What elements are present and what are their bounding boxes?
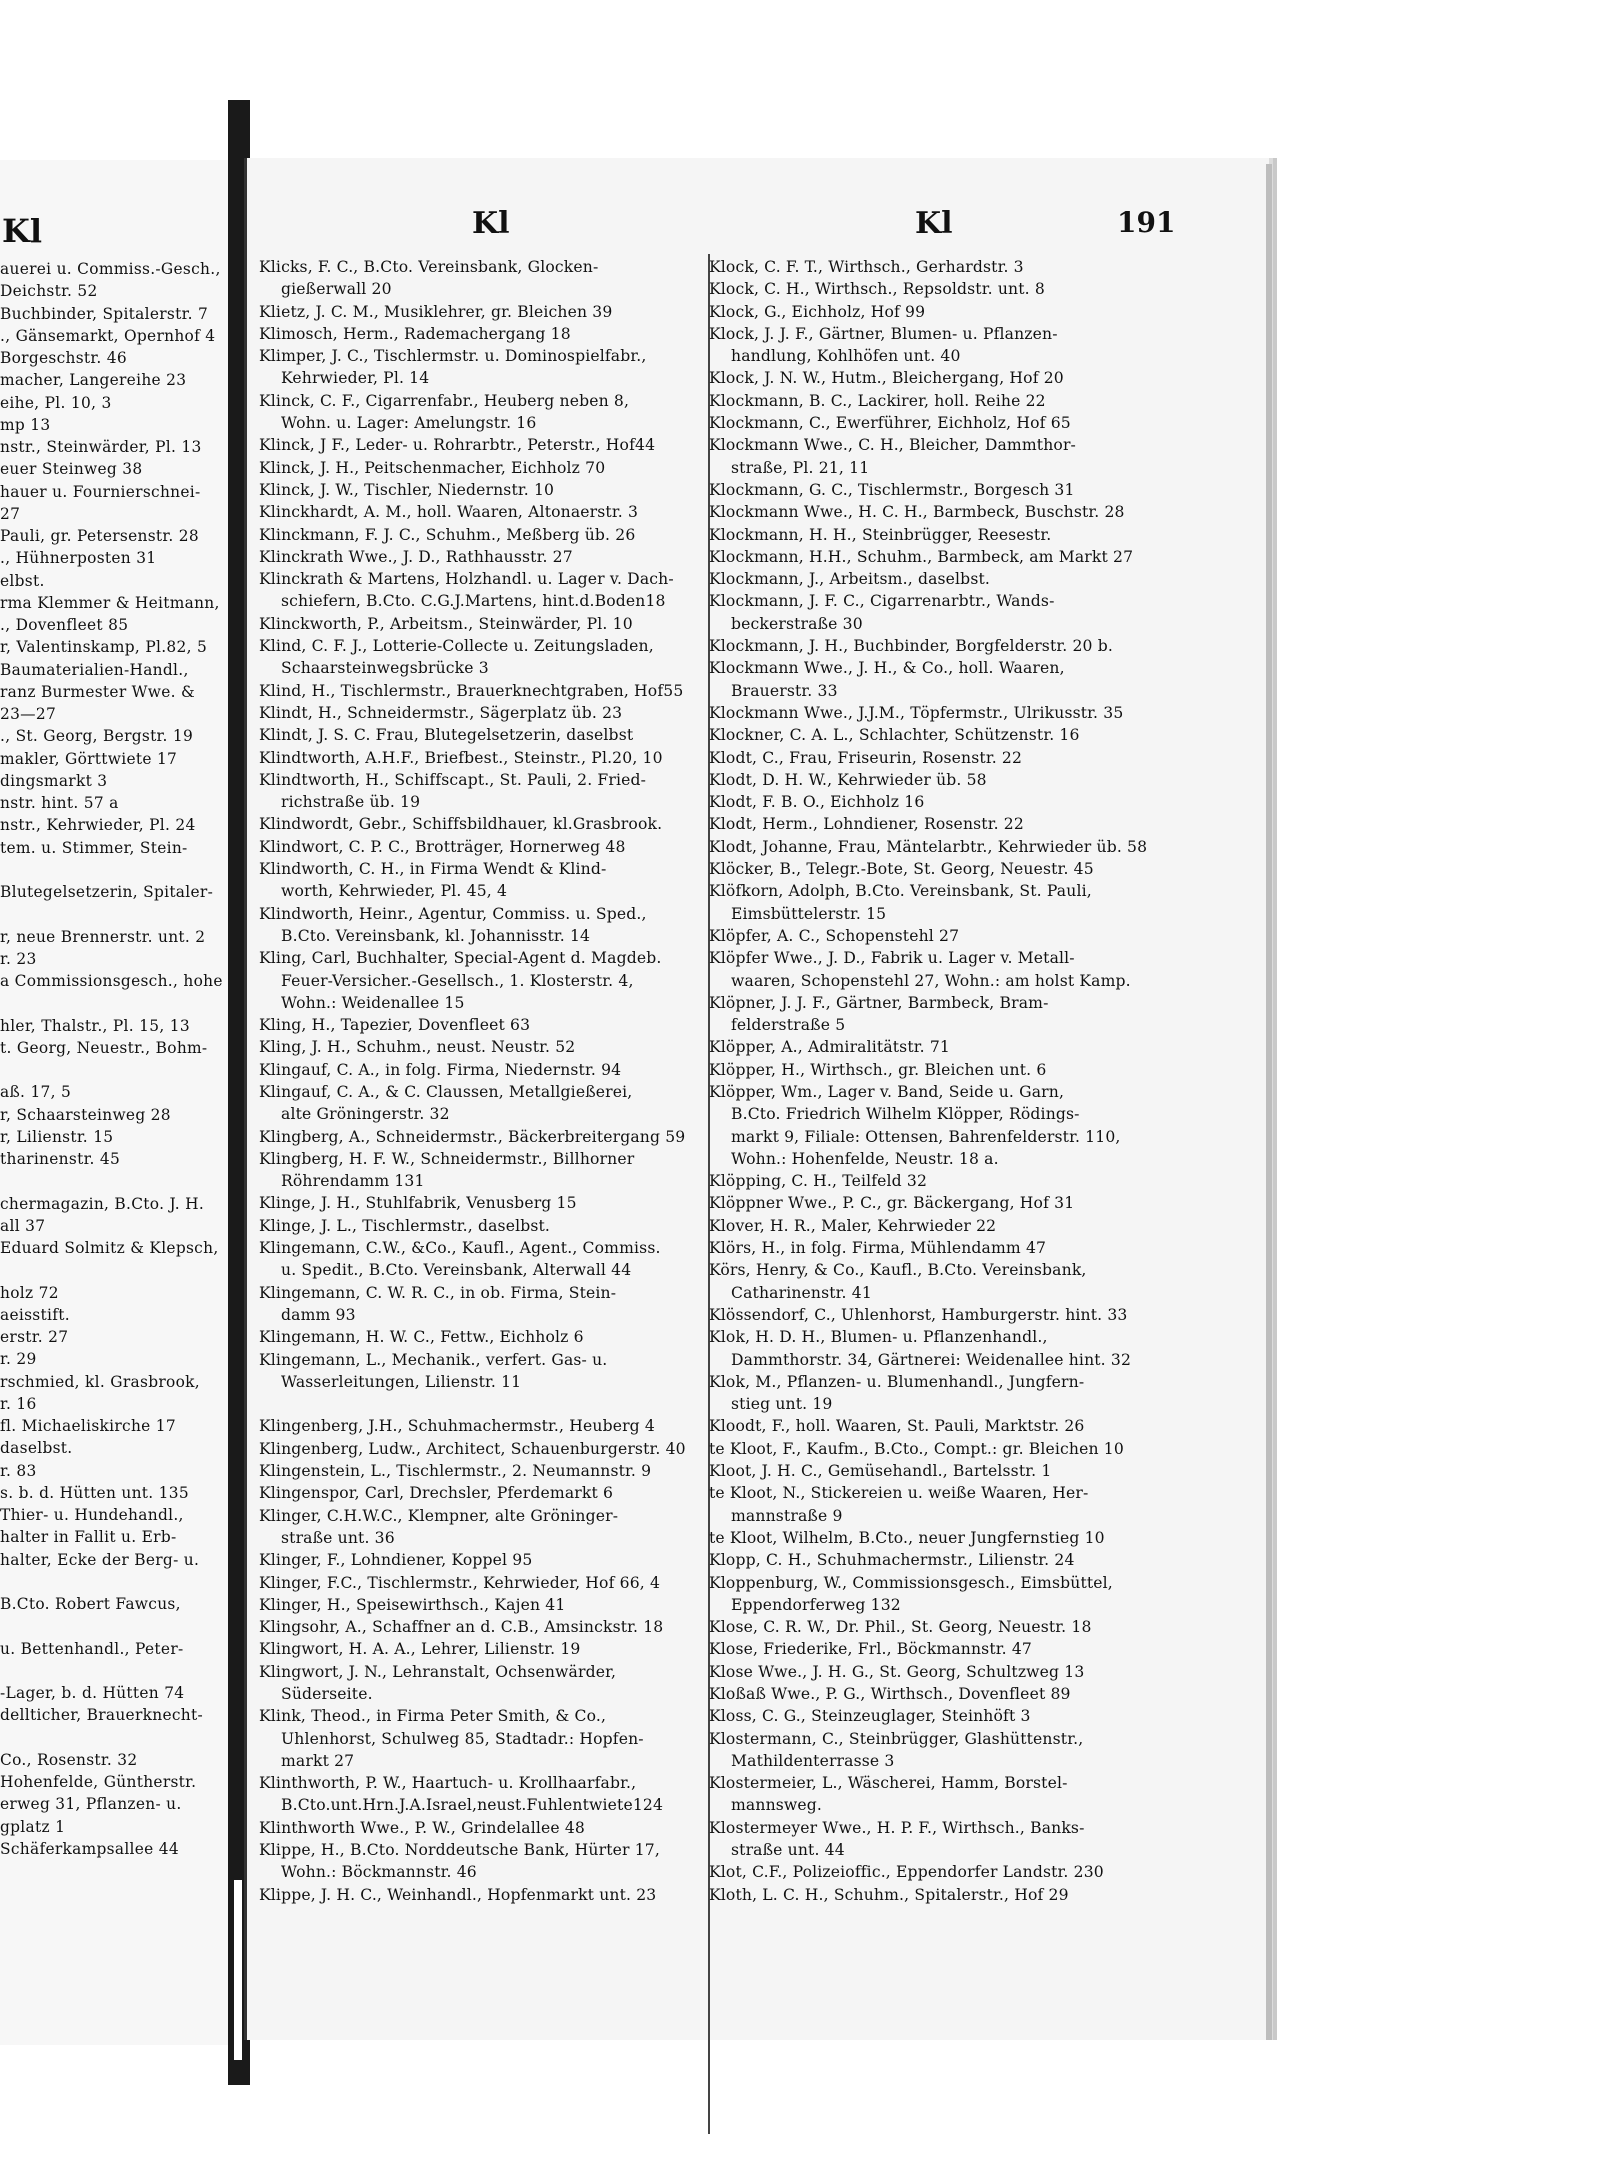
left-page-line: t. Georg, Neuestr., Bohm-: [0, 1038, 208, 1057]
directory-entry-line: Klingenstein, L., Tischlermstr., 2. Neumannstr. 9: [259, 1462, 652, 1481]
entry-continuation-line: mannstraße 9: [731, 1506, 843, 1525]
directory-entry-line: Klock, J. J. F., Gärtner, Blumen- u. Pflanzen-: [709, 324, 1058, 343]
directory-entry-line: Klindwort, C. P. C., Brotträger, Hornerweg 48: [259, 837, 626, 856]
directory-entry-line: Klingemann, C.W., &Co., Kaufl., Agent., Commiss.: [259, 1239, 661, 1258]
directory-entry-line: Kloth, L. C. H., Schuhm., Spitalerstr., Hof 29: [709, 1885, 1069, 1904]
directory-entry-line: Klodt, Herm., Lohndiener, Rosenstr. 22: [709, 815, 1024, 834]
directory-entry-line: Klockmann, G. C., Tischlermstr., Borgesch 31: [709, 480, 1075, 499]
directory-entry-line: Klodt, C., Frau, Friseurin, Rosenstr. 22: [709, 748, 1023, 767]
directory-entry-line: Klingwort, H. A. A., Lehrer, Lilienstr. 19: [259, 1640, 581, 1659]
entry-continuation-line: handlung, Kohlhöfen unt. 40: [731, 347, 961, 366]
left-page-line: hler, Thalstr., Pl. 15, 13: [0, 1016, 190, 1035]
directory-entry-line: Klindworth, Heinr., Agentur, Commiss. u. Sped.,: [259, 904, 647, 923]
page-edge: [1266, 164, 1272, 2040]
directory-entry-line: Klingemann, H. W. C., Fettw., Eichholz 6: [259, 1328, 584, 1347]
entry-continuation-line: B.Cto.unt.Hrn.J.A.Israel,neust.Fuhlentwiete124: [281, 1796, 664, 1815]
directory-entry-line: te Kloot, N., Stickereien u. weiße Waaren, Her-: [709, 1484, 1089, 1503]
left-page-line: rma Klemmer & Heitmann,: [0, 593, 220, 612]
left-page-line: Borgeschstr. 46: [0, 349, 127, 367]
directory-entry-line: Klockmann, J. H., Buchbinder, Borgfelderstr. 20 b.: [709, 637, 1113, 656]
directory-entry-line: Kloodt, F., holl. Waaren, St. Pauli, Marktstr. 26: [709, 1417, 1085, 1436]
directory-entry-line: Klockmann Wwe., C. H., Bleicher, Dammthor-: [709, 436, 1076, 455]
directory-entry-line: Klöpner, J. J. F., Gärtner, Barmbeck, Bram-: [709, 993, 1049, 1012]
left-page-line: Co., Rosenstr. 32: [0, 1750, 138, 1769]
directory-entry-line: Klöppner Wwe., P. C., gr. Bäckergang, Hof 31: [709, 1194, 1075, 1213]
directory-entry-line: Klingauf, C. A., in folg. Firma, Niedernstr. 94: [259, 1060, 622, 1079]
directory-entry-line: Klinckworth, P., Arbeitsm., Steinwärder, Pl. 10: [259, 614, 633, 633]
left-page-line: ., Dovenfleet 85: [0, 616, 129, 634]
directory-entry-line: Klinckrath Wwe., J. D., Rathhausstr. 27: [259, 547, 573, 566]
left-page-line: [0, 859, 226, 881]
directory-entry-line: Klover, H. R., Maler, Kehrwieder 22: [709, 1216, 997, 1235]
directory-entry-line: Klinthworth Wwe., P. W., Grindelallee 48: [259, 1818, 585, 1837]
directory-entry-line: Klockmann, C., Ewerführer, Eichholz, Hof 65: [709, 414, 1071, 433]
directory-entry-line: Klockmann, J., Arbeitsm., daselbst.: [709, 570, 990, 589]
entry-continuation-line: mannsweg.: [731, 1796, 823, 1815]
directory-entry-line: Klind, H., Tischlermstr., Brauerknechtgraben, Hof55: [259, 681, 684, 700]
left-page-line: a Commissionsgesch., hohe: [0, 972, 223, 990]
left-page-line: euer Steinweg 38: [0, 460, 143, 479]
directory-entry-line: Klostermeier, L., Wäscherei, Hamm, Borstel-: [709, 1774, 1068, 1793]
left-page-line: 27: [0, 504, 21, 523]
left-page-line: nstr., Steinwärder, Pl. 13: [0, 438, 202, 456]
entry-continuation-line: B.Cto. Friedrich Wilhelm Klöpper, Rödings-: [731, 1105, 1080, 1124]
entry-continuation-line: markt 9, Filiale: Ottensen, Bahrenfelderstr. 110,: [731, 1127, 1121, 1146]
directory-column-left: [259, 256, 709, 1906]
directory-entry-line: Klörs, H., in folg. Firma, Mühlendamm 47: [709, 1239, 1047, 1258]
directory-entry-line: Klinckrath & Martens, Holzhandl. u. Lager v. Dach-: [259, 570, 674, 589]
left-page-line: all 37: [0, 1216, 46, 1235]
left-page-line: ranz Burmester Wwe. &: [0, 682, 196, 701]
right-page: [244, 158, 1269, 2040]
directory-entry-line: Klockner, C. A. L., Schlachter, Schützenstr. 16: [709, 726, 1080, 745]
directory-entry-line: Klindt, J. S. C. Frau, Blutegelsetzerin, daselbst: [259, 726, 634, 745]
directory-entry-line: Klicks, F. C., B.Cto. Vereinsbank, Glocken-: [259, 258, 599, 276]
directory-entry-line: Klinge, J. H., Stuhlfabrik, Venusberg 15: [259, 1194, 577, 1213]
directory-entry-line: Kloss, C. G., Steinzeuglager, Steinhöft 3: [709, 1707, 1031, 1726]
directory-entry-line: Klot, C.F., Polizeioffic., Eppendorfer Landstr. 230: [709, 1863, 1104, 1882]
entry-continuation-line: richstraße üb. 19: [281, 793, 421, 812]
directory-entry-line: Klockmann, H.H., Schuhm., Barmbeck, am Markt 27: [709, 547, 1134, 566]
directory-entry-line: Klingemann, C. W. R. C., in ob. Firma, Stein-: [259, 1283, 617, 1302]
left-page-line: chermagazin, B.Cto. J. H.: [0, 1194, 205, 1213]
left-page-line: nstr., Kehrwieder, Pl. 24: [0, 816, 196, 835]
directory-entry-line: Klinge, J. L., Tischlermstr., daselbst.: [259, 1216, 551, 1235]
directory-entry-line: Klippe, H., B.Cto. Norddeutsche Bank, Hürter 17,: [259, 1841, 660, 1860]
left-page-line: gplatz 1: [0, 1817, 66, 1836]
left-page-line: tem. u. Stimmer, Stein-: [0, 838, 188, 857]
directory-entry-line: Klinck, J. W., Tischler, Niedernstr. 10: [259, 480, 555, 499]
directory-entry-line: Klössendorf, C., Uhlenhorst, Hamburgerstr. hint. 33: [709, 1305, 1128, 1324]
left-page-line: [0, 903, 226, 925]
left-page-line: macher, Langereihe 23: [0, 371, 187, 390]
directory-entry-line: Klose, Friederike, Frl., Böckmannstr. 47: [709, 1640, 1032, 1659]
entry-continuation-line: straße, Pl. 21, 11: [731, 458, 870, 477]
left-page-line: rschmied, kl. Grasbrook,: [0, 1372, 200, 1391]
directory-entry-line: Kloßaß Wwe., P. G., Wirthsch., Dovenfleet 89: [709, 1685, 1071, 1703]
running-head-left: Kl: [472, 206, 510, 241]
directory-entry-line: Klinger, F., Lohndiener, Koppel 95: [259, 1551, 533, 1570]
directory-entry-line: Klimper, J. C., Tischlermstr. u. Dominospielfabr.,: [259, 347, 647, 366]
left-page-line: daselbst.: [0, 1439, 73, 1458]
entry-continuation-line: Kehrwieder, Pl. 14: [281, 369, 430, 388]
left-page-line: eihe, Pl. 10, 3: [0, 393, 112, 412]
left-page-line: [0, 1059, 226, 1081]
entry-continuation-line: straße unt. 44: [731, 1841, 845, 1860]
entry-continuation-line: markt 27: [281, 1751, 355, 1770]
directory-entry-line: Klodt, Johanne, Frau, Mäntelarbtr., Kehrwieder üb. 58: [709, 837, 1148, 856]
directory-entry-line: Klose, C. R. W., Dr. Phil., St. Georg, Neuestr. 18: [709, 1618, 1092, 1637]
directory-entry-line: Klingwort, J. N., Lehranstalt, Ochsenwärder,: [259, 1662, 617, 1681]
entry-continuation-line: Wohn.: Hohenfelde, Neustr. 18 a.: [731, 1149, 999, 1168]
left-page-line: -Lager, b. d. Hütten 74: [0, 1684, 185, 1702]
left-page-line: halter in Fallit u. Erb-: [0, 1528, 177, 1547]
running-head-right: Kl: [915, 206, 953, 241]
directory-entry-line: Klostermann, C., Steinbrügger, Glashüttenstr.,: [709, 1729, 1084, 1748]
directory-entry-line: Körs, Henry, & Co., Kaufl., B.Cto. Vereinsbank,: [709, 1261, 1087, 1280]
directory-entry-line: Klinckmann, F. J. C., Schuhm., Meßberg üb. 26: [259, 525, 636, 544]
entry-continuation-line: stieg unt. 19: [731, 1395, 833, 1414]
left-page-line: makler, Görttwiete 17: [0, 749, 178, 768]
left-page-line: dellticher, Brauerknecht-: [0, 1706, 203, 1725]
directory-entry-line: Klöfkorn, Adolph, B.Cto. Vereinsbank, St. Pauli,: [709, 882, 1092, 901]
left-page-line: [0, 992, 226, 1014]
left-page-line: ., Hühnerposten 31: [0, 549, 157, 568]
entry-continuation-line: Röhrendamm 131: [281, 1172, 425, 1191]
directory-entry-line: Klippe, J. H. C., Weinhandl., Hopfenmarkt unt. 23: [259, 1885, 657, 1904]
directory-entry-line: Klingauf, C. A., & C. Claussen, Metallgießerei,: [259, 1082, 633, 1101]
directory-entry-line: Klinckhardt, A. M., holl. Waaren, Altonaerstr. 3: [259, 503, 639, 522]
left-page-line: [0, 1615, 226, 1637]
left-page-line: r. 16: [0, 1394, 37, 1413]
directory-entry-line: Kling, H., Tapezier, Dovenfleet 63: [259, 1016, 531, 1035]
directory-entry-line: Klöpping, C. H., Teilfeld 32: [709, 1172, 928, 1191]
entry-continuation-line: Dammthorstr. 34, Gärtnerei: Weidenallee hint. 32: [731, 1350, 1132, 1369]
directory-entry-line: Klöpfer, A. C., Schopenstehl 27: [709, 926, 960, 945]
directory-entry-line: Klöpper, Wm., Lager v. Band, Seide u. Garn,: [709, 1082, 1065, 1101]
left-page-line: elbst.: [0, 571, 45, 590]
entry-continuation-line: Wohn.: Weidenallee 15: [281, 993, 465, 1012]
directory-entry-line: Klöpper, H., Wirthsch., gr. Bleichen unt. 6: [709, 1060, 1047, 1079]
spine-gap: [234, 1880, 242, 2060]
left-page-line: B.Cto. Robert Fawcus,: [0, 1595, 181, 1613]
directory-entry-line: Klinger, F.C., Tischlermstr., Kehrwieder, Hof 66, 4: [259, 1573, 661, 1592]
directory-entry-line: Klind, C. F. J., Lotterie-Collecte u. Zeitungsladen,: [259, 637, 654, 656]
directory-entry-line: Klöpper, A., Admiralitätstr. 71: [709, 1038, 950, 1057]
left-page-line: r. 29: [0, 1350, 37, 1369]
left-page-line: aeisstift.: [0, 1305, 70, 1324]
page-number: 191: [1117, 206, 1176, 239]
directory-entry-line: Klockmann, B. C., Lackirer, holl. Reihe 22: [709, 391, 1046, 410]
left-page-line: Schäferkampsallee 44: [0, 1839, 179, 1858]
directory-entry-line: Klockmann Wwe., H. C. H., Barmbeck, Buschstr. 28: [709, 503, 1125, 522]
left-page-line: [0, 1660, 226, 1682]
directory-entry-line: Kling, J. H., Schuhm., neust. Neustr. 52: [259, 1038, 576, 1057]
directory-entry-line: Kloot, J. H. C., Gemüsehandl., Bartelsstr. 1: [709, 1462, 1052, 1481]
entry-continuation-line: waaren, Schopenstehl 27, Wohn.: am holst Kamp.: [731, 971, 1131, 990]
entry-continuation-line: Brauerstr. 33: [731, 681, 838, 700]
directory-entry-line: Klingenberg, Ludw., Architect, Schauenburgerstr. 40: [259, 1439, 686, 1458]
directory-entry-line: Klose Wwe., J. H. G., St. Georg, Schultzweg 13: [709, 1662, 1085, 1681]
left-page-line: r. 83: [0, 1461, 37, 1480]
directory-entry-line: Klöcker, B., Telegr.-Bote, St. Georg, Neuestr. 45: [709, 860, 1094, 879]
directory-entry-line: Klok, H. D. H., Blumen- u. Pflanzenhandl.,: [709, 1328, 1048, 1347]
entry-continuation-line: alte Gröningerstr. 32: [281, 1105, 450, 1124]
left-page-line: erstr. 27: [0, 1328, 69, 1346]
directory-entry-line: [259, 1393, 709, 1415]
left-page-line: s. b. d. Hütten unt. 135: [0, 1483, 189, 1502]
entry-continuation-line: Süderseite.: [281, 1685, 373, 1703]
directory-entry-line: Klietz, J. C. M., Musiklehrer, gr. Bleichen 39: [259, 302, 613, 321]
left-page-line: ., Gänsemarkt, Opernhof 4: [0, 326, 216, 345]
left-page-line: ., St. Georg, Bergstr. 19: [0, 727, 194, 746]
left-page-line: auerei u. Commiss.-Gesch.,: [0, 260, 221, 278]
directory-entry-line: Klimosch, Herm., Rademachergang 18: [259, 324, 571, 343]
left-page-line: u. Bettenhandl., Peter-: [0, 1639, 184, 1658]
left-page-line: Thier- u. Hundehandl.,: [0, 1506, 184, 1524]
directory-entry-line: Klindtworth, H., Schiffscapt., St. Pauli, 2. Fried-: [259, 770, 647, 789]
left-page-line: dingsmarkt 3: [0, 771, 108, 790]
entry-continuation-line: Wohn.: Böckmannstr. 46: [281, 1863, 477, 1882]
directory-entry-line: Klindworth, C. H., in Firma Wendt & Klind-: [259, 860, 607, 879]
left-page-line: 23—27: [0, 705, 57, 723]
directory-entry-line: Klostermeyer Wwe., H. P. F., Wirthsch., Banks-: [709, 1818, 1085, 1837]
directory-entry-line: Klockmann, H. H., Steinbrügger, Reesestr.: [709, 525, 1052, 544]
entry-continuation-line: u. Spedit., B.Cto. Vereinsbank, Alterwall 44: [281, 1261, 632, 1280]
left-page-line: holz 72: [0, 1283, 59, 1302]
left-page-line: r, Valentinskamp, Pl.82, 5: [0, 638, 208, 657]
left-page-line: r, Schaarsteinweg 28: [0, 1105, 171, 1124]
entry-continuation-line: Wohn. u. Lager: Amelungstr. 16: [281, 414, 537, 433]
left-page-line: Pauli, gr. Petersenstr. 28: [0, 527, 199, 545]
directory-entry-line: Klinthworth, P. W., Haartuch- u. Krollhaarfabr.,: [259, 1774, 637, 1793]
directory-entry-line: Klinger, H., Speisewirthsch., Kajen 41: [259, 1595, 566, 1614]
left-page-line: fl. Michaeliskirche 17: [0, 1417, 176, 1435]
directory-entry-line: Klockmann, J. F. C., Cigarrenarbtr., Wands-: [709, 592, 1055, 611]
left-page-line: Deichstr. 52: [0, 282, 98, 301]
directory-entry-line: Klingberg, H. F. W., Schneidermstr., Billhorner: [259, 1149, 635, 1168]
directory-entry-line: Klindtworth, A.H.F., Briefbest., Steinstr., Pl.20, 10: [259, 748, 663, 767]
entry-continuation-line: Eimsbüttelerstr. 15: [731, 904, 887, 923]
entry-continuation-line: Feuer-Versicher.-Gesellsch., 1. Klosterstr. 4,: [281, 971, 634, 990]
left-page-line: erweg 31, Pflanzen- u.: [0, 1795, 182, 1814]
entry-continuation-line: Wasserleitungen, Lilienstr. 11: [281, 1372, 522, 1391]
left-page-line: halter, Ecke der Berg- u.: [0, 1550, 200, 1569]
left-page-line: Hohenfelde, Güntherstr.: [0, 1773, 197, 1791]
directory-entry-line: te Kloot, F., Kaufm., B.Cto., Compt.: gr. Bleichen 10: [709, 1439, 1124, 1458]
left-page-line: tharinenstr. 45: [0, 1150, 121, 1168]
entry-continuation-line: Eppendorferweg 132: [731, 1595, 901, 1614]
left-page-line: aß. 17, 5: [0, 1083, 72, 1102]
left-page: [0, 160, 232, 2045]
left-page-line: Buchbinder, Spitalerstr. 7: [0, 304, 209, 323]
directory-entry-line: Klinck, J. H., Peitschenmacher, Eichholz 70: [259, 458, 606, 477]
left-page-line: mp 13: [0, 415, 51, 434]
directory-entry-line: Klindwordt, Gebr., Schiffsbildhauer, kl.Grasbrook.: [259, 815, 663, 834]
directory-entry-line: te Kloot, Wilhelm, B.Cto., neuer Jungfernstieg 10: [709, 1528, 1105, 1547]
left-page-line: Eduard Solmitz & Klepsch,: [0, 1239, 219, 1257]
directory-entry-line: Klock, C. H., Wirthsch., Repsoldstr. unt. 8: [709, 280, 1045, 299]
directory-entry-line: Klinck, C. F., Cigarrenfabr., Heuberg neben 8,: [259, 391, 630, 410]
directory-entry-line: Klopp, C. H., Schuhmachermstr., Lilienstr. 24: [709, 1551, 1075, 1570]
left-page-lines: [0, 258, 226, 1860]
left-page-line: Blutegelsetzerin, Spitaler-: [0, 883, 214, 901]
directory-entry-line: Klock, J. N. W., Hutm., Bleichergang, Hof 20: [709, 369, 1064, 388]
directory-entry-line: Klingberg, A., Schneidermstr., Bäckerbreitergang 59: [259, 1127, 686, 1146]
directory-entry-line: Klockmann Wwe., J.J.M., Töpfermstr., Ulrikusstr. 35: [709, 703, 1124, 722]
directory-entry-line: Kling, Carl, Buchhalter, Special-Agent d. Magdeb.: [259, 949, 662, 968]
entry-continuation-line: Mathildenterrasse 3: [731, 1751, 895, 1770]
entry-continuation-line: Schaarsteinwegsbrücke 3: [281, 659, 489, 678]
directory-entry-line: Klingsohr, A., Schaffner an d. C.B., Amsinckstr. 18: [259, 1618, 664, 1637]
entry-continuation-line: B.Cto. Vereinsbank, kl. Johannisstr. 14: [281, 926, 591, 945]
entry-continuation-line: gießerwall 20: [281, 280, 392, 299]
entry-continuation-line: beckerstraße 30: [731, 614, 863, 633]
directory-entry-line: Klingenspor, Carl, Drechsler, Pferdemarkt 6: [259, 1484, 614, 1503]
directory-entry-line: Klok, M., Pflanzen- u. Blumenhandl., Jungfern-: [709, 1372, 1085, 1391]
entry-continuation-line: worth, Kehrwieder, Pl. 45, 4: [281, 882, 508, 901]
directory-entry-line: Klock, G., Eichholz, Hof 99: [709, 302, 926, 321]
left-page-line: [0, 1571, 226, 1593]
left-page-line: r. 23: [0, 949, 37, 968]
left-page-header: Kl: [2, 212, 42, 250]
entry-continuation-line: felderstraße 5: [731, 1016, 846, 1035]
directory-entry-line: Klink, Theod., in Firma Peter Smith, & Co.,: [259, 1707, 607, 1726]
directory-entry-line: Klingenberg, J.H., Schuhmachermstr., Heuberg 4: [259, 1417, 655, 1436]
left-page-line: r, neue Brennerstr. unt. 2: [0, 927, 206, 946]
directory-entry-line: Kloppenburg, W., Commissionsgesch., Eimsbüttel,: [709, 1573, 1113, 1592]
entry-continuation-line: Catharinenstr. 41: [731, 1283, 872, 1302]
entry-continuation-line: Uhlenhorst, Schulweg 85, Stadtadr.: Hopfen-: [281, 1729, 644, 1748]
entry-continuation-line: straße unt. 36: [281, 1528, 395, 1547]
left-page-line: r, Lilienstr. 15: [0, 1127, 114, 1146]
directory-entry-line: Klinck, J F., Leder- u. Rohrarbtr., Peterstr., Hof44: [259, 436, 656, 455]
directory-entry-line: Klodt, D. H. W., Kehrwieder üb. 58: [709, 770, 987, 789]
directory-column-right: [709, 256, 1165, 1906]
left-page-line: [0, 1727, 226, 1749]
directory-entry-line: Klodt, F. B. O., Eichholz 16: [709, 793, 925, 812]
left-page-line: Baumaterialien-Handl.,: [0, 660, 189, 679]
directory-entry-line: Klinger, C.H.W.C., Klempner, alte Gröninger-: [259, 1506, 619, 1525]
directory-entry-line: Klockmann Wwe., J. H., & Co., holl. Waaren,: [709, 659, 1065, 678]
directory-entry-line: Klöpfer Wwe., J. D., Fabrik u. Lager v. Metall-: [709, 949, 1075, 968]
left-page-line: [0, 1259, 226, 1281]
left-page-line: [0, 1170, 226, 1192]
left-page-line: nstr. hint. 57 a: [0, 794, 119, 812]
left-page-line: hauer u. Fournierschnei-: [0, 482, 201, 501]
directory-entry-line: Klock, C. F. T., Wirthsch., Gerhardstr. 3: [709, 258, 1024, 276]
directory-entry-line: Klindt, H., Schneidermstr., Sägerplatz üb. 23: [259, 703, 623, 722]
entry-continuation-line: damm 93: [281, 1305, 356, 1324]
directory-entry-line: Klingemann, L., Mechanik., verfert. Gas- u.: [259, 1350, 608, 1369]
entry-continuation-line: schiefern, B.Cto. C.G.J.Martens, hint.d.Boden18: [281, 592, 666, 611]
